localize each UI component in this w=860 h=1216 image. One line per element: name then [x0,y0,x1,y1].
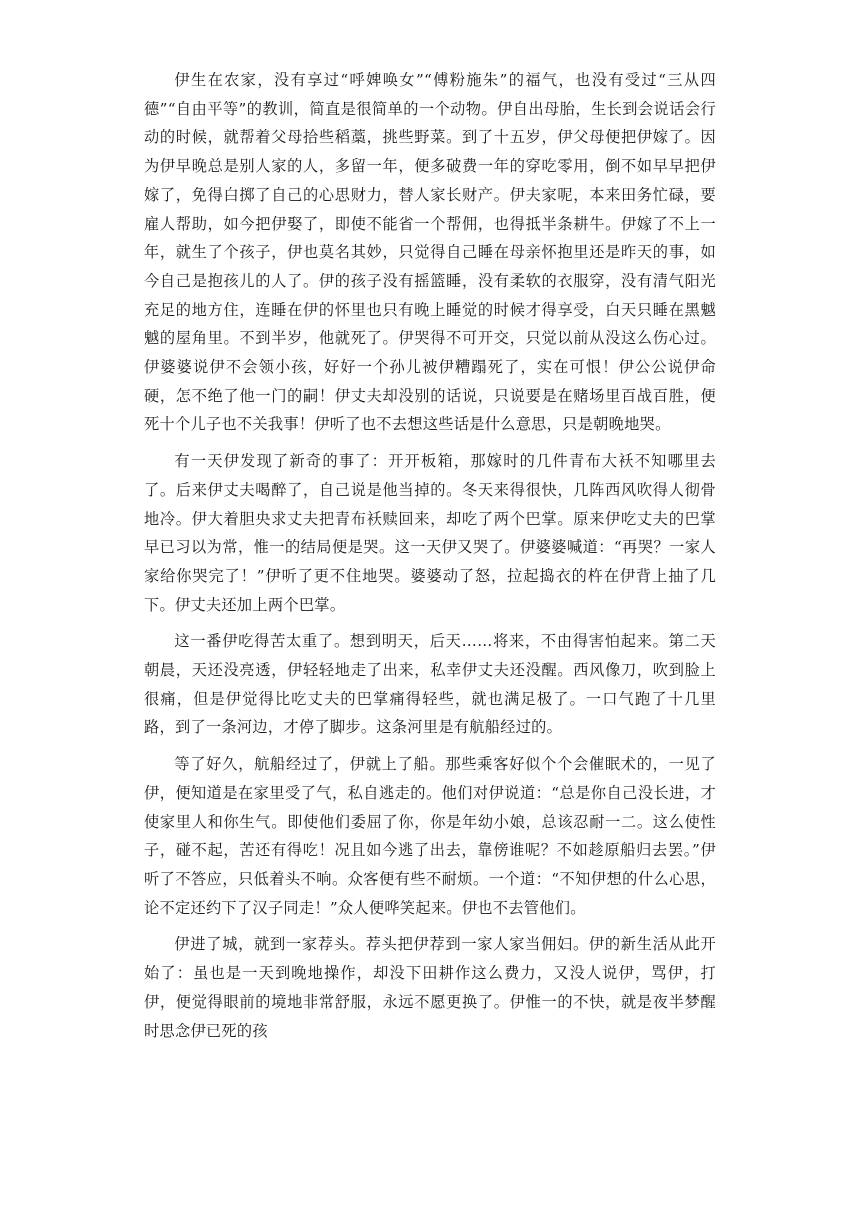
document-body [144,66,716,1053]
paragraph-1: 伊生在农家，没有享过“呼婢唤女”“傅粉施朱”的福气，也没有受过“三从四德”“自由平等”的教训，简直是很简单的一个动物。伊自出母胎，生长到会说话会行动的时候，就帮着父母拾些稻藁，挑些野菜。到了十五岁，伊父母便把伊嫁了。因为伊早晚总是别人家的人，多留一年，便多破费一年的穿吃零用，倒不如早早把伊嫁了，免得白掷了自己的心思财力，替人家长财产。伊夫家呢，本来田务忙碌，要雇人帮助，如今把伊娶了，即使不能省一个帮佣，也得抵半条耕牛。伊嫁了不上一年，就生了个孩子，伊也莫名其妙，只觉得自己睡在母亲怀抱里还是昨天的事，如今自己是抱孩儿的人了。伊的孩子没有摇篮睡，没有柔软的衣服穿，没有清气阳光充足的地方住，连睡在伊的怀里也只有晚上睡觉的时候才得享受，白天只睡在黑魆魆的屋角里。不到半岁，他就死了。伊哭得不可开交，只觉以前从没这么伤心过。伊婆婆说伊不会领小孩，好好一个孙儿被伊糟蹋死了，实在可恨！伊公公说伊命硬，怎不绝了他一门的嗣！伊丈夫却没别的话说，只说要是在赌场里百战百胜，便死十个儿子也不关我事！伊听了也不去想这些话是什么意思，只是朝晚地哭。 [144,71,716,434]
paragraph-2: 有一天伊发现了新奇的事了：开开板箱，那嫁时的几件青布大袄不知哪里去了。后来伊丈夫喝醉了，自己说是他当掉的。冬天来得很快，几阵西风吹得人彻骨地冷。伊大着胆央求丈夫把青布袄赎回来，却吃了两个巴掌。原来伊吃丈夫的巴掌早已习以为常，惟一的结局便是哭。这一天伊又哭了。伊婆婆喊道：“再哭？一家人家给你哭完了！”伊听了更不住地哭。婆婆动了怒，拉起捣衣的杵在伊背上抽了几下。伊丈夫还加上两个巴掌。 [144,452,716,614]
paragraph-3: 这一番伊吃得苦太重了。想到明天，后天……将来，不由得害怕起来。第二天朝晨，天还没亮透，伊轻轻地走了出来，私幸伊丈夫还没醒。西风像刀，吹到脸上很痛，但是伊觉得比吃丈夫的巴掌痛得轻些，就也满足极了。一口气跑了十几里路，到了一条河边，才停了脚步。这条河里是有航船经过的。 [144,632,716,737]
paragraph-4: 等了好久，航船经过了，伊就上了船。那些乘客好似个个会催眠术的，一见了伊，便知道是在家里受了气，私自逃走的。他们对伊说道：“总是你自己没长进，才使家里人和你生气。即使他们委屈了你，你是年幼小娘，总该忍耐一二。这么使性子，碰不起，苦还有得吃！况且如今逃了出去，靠傍谁呢？不如趁原船归去罢。”伊听了不答应，只低着头不响。众客便有些不耐烦。一个道：“不知伊想的什么心思，论不定还约下了汉子同走！”众人便哗笑起来。伊也不去管他们。 [144,755,716,917]
paragraph-5: 伊进了城，就到一家荐头。荐头把伊荐到一家人家当佣妇。伊的新生活从此开始了：虽也是一天到晚地操作，却没下田耕作这么费力，又没人说伊，骂伊，打伊，便觉得眼前的境地非常舒服，永远不愿更换了。伊惟一的不快，就是夜半梦醒时思念伊已死的孩 [144,935,716,1040]
